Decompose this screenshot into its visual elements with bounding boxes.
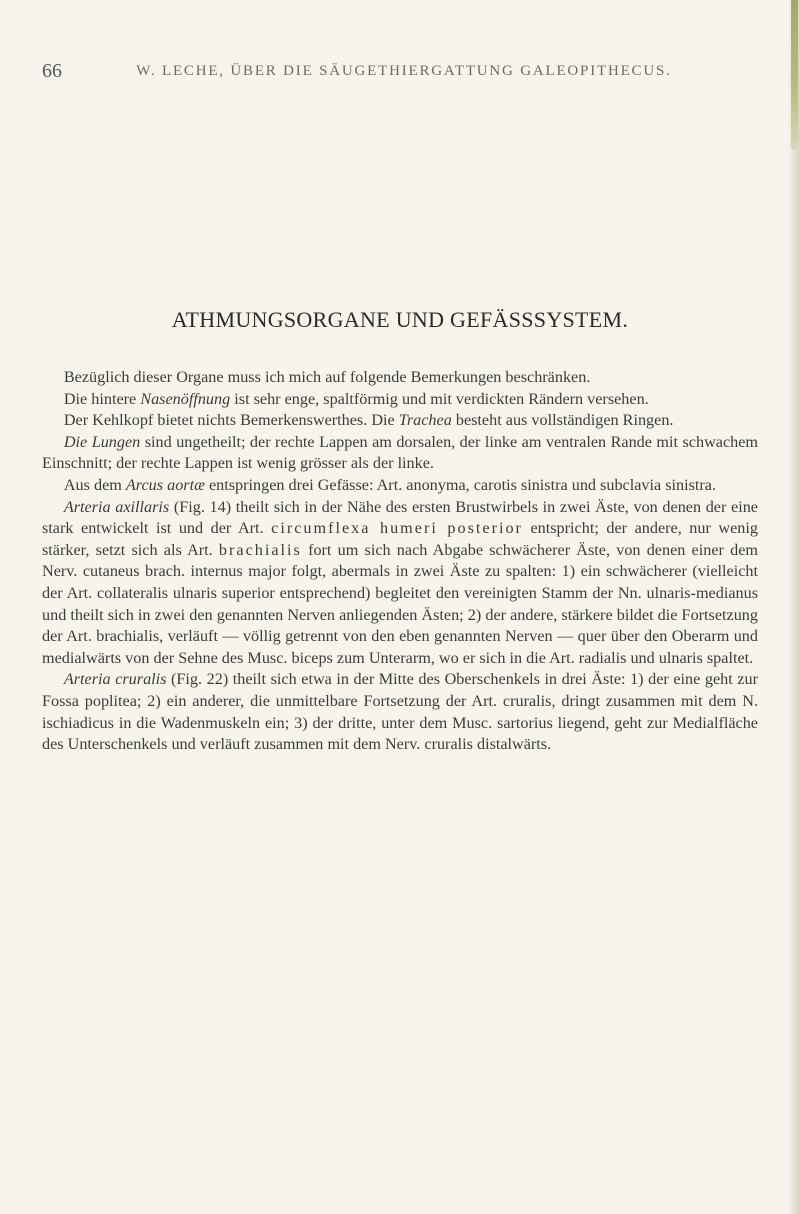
term-trachea: Trachea [398,411,452,430]
paragraph-2: Die hintere Nasenöffnung ist sehr enge, spaltförmig und mit verdickten Rändern versehen. [63,389,649,408]
paragraph-6: Arteria axillaris (Fig. 14) theilt sich in der Nähe des ersten Brustwirbels in zwei Äste, von denen der eine stark entwickelt ist und der Art. circumflexa humeri posterior entspricht; der andere, nur wenig stärker, setzt sich als Art. brachialis fort um sich nach Abgabe schwächerer Äste, von denen einer dem Nerv. cutaneus brach. internus major folgt, abermals in zwei Äste zu spalten: 1) ein schwächerer (vielleicht der Art. collateralis ulnaris superior entsprechend) begleitet den vereinigten Stamm der Nn. ulnaris-medianus und theilt sich in zwei den genannten Nerven anliegenden Ästen; 2) der andere, stärkere bildet die Fortsetzung der Art. brachialis, verläuft — völlig getrennt von den eben genannten Nerven — quer über den Oberarm und medialwärts von der Sehne des Musc. biceps zum Unterarm, wo er sich in die Art. radialis und ulnaris spaltet. [42,497,758,667]
paragraph-7: Arteria cruralis (Fig. 22) theilt sich etwa in der Mitte des Oberschenkels in drei Äste: 1) der eine geht zur Fossa poplitea; 2) ein anderer, die unmittelbare Fortsetzung der Art. cruralis, dringt zusammen mit dem N. ischiadicus in die Wadenmuskeln ein; 3) der dritte, unter dem Musc. sartorius liegend, geht zur Medialfläche des Unterschenkels und verläuft zusammen mit dem Nerv. cruralis distalwärts. [42,670,759,754]
paragraph-4: Die Lungen sind ungetheilt; der rechte Lappen am dorsalen, der linke am ventralen Rande mit schwachem Einschnitt; der rechte Lappen ist wenig grösser als der linke. [42,432,759,473]
spaced-term-circumflexa: circumflexa humeri posterior [271,519,523,538]
term-nasenoeffnung: Nasenöffnung [140,389,231,408]
spaced-term-brachialis: brachialis [218,540,302,559]
term-arcus-aortae: Arcus aortæ [125,475,205,494]
running-head: W. LECHE, ÜBER DIE SÄUGETHIERGATTUNG GALEOPITHECUS. [136,63,672,79]
paragraph-5: Aus dem Arcus aortæ entspringen drei Gefässe: Art. anonyma, carotis sinistra und subclavia sinistra. [63,475,717,494]
term-arteria-cruralis: Arteria cruralis [63,670,167,689]
paragraph-1: Bezüglich dieser Organe muss ich mich auf folgende Bemerkungen beschränken. [63,368,591,386]
section-title: ATHMUNGSORGANE UND GEFÄSSSYSTEM. [171,307,629,332]
term-lungen: Die Lungen [63,432,141,451]
page-header [34,60,774,84]
page-number: 66 [42,60,62,82]
body-text [42,367,758,756]
page-edge [788,0,800,1214]
paragraph-3: Der Kehlkopf bietet nichts Bemerkenswerthes. Die Trachea besteht aus vollständigen Ringen. [63,411,674,430]
page-edge-tab [791,0,798,150]
term-arteria-axillaris: Arteria axillaris [63,497,170,516]
